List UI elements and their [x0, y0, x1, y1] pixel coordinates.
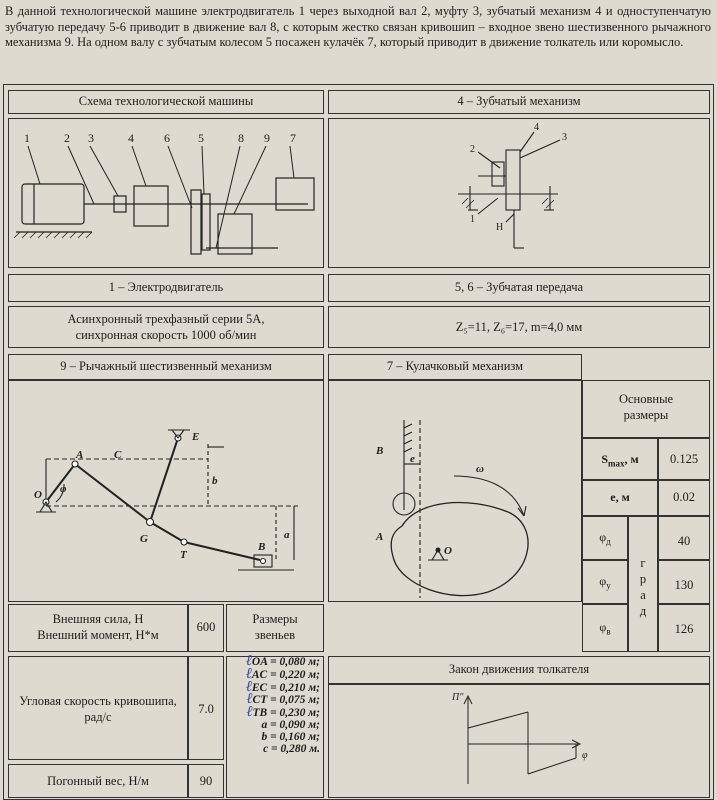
dims-label-phiu — [582, 574, 628, 593]
gearpair-desc: Z₅=11, Z₆=17, m=4,0 мм — [455, 320, 583, 334]
scheme-title: Схема технологической машины — [78, 94, 254, 108]
law-title: Закон движения толкателя — [448, 662, 590, 676]
weight-label: Погонный вес, Н/м — [47, 774, 149, 788]
dims-grad-letter-1: г — [640, 556, 646, 570]
omega-label-line2: рад/с — [84, 710, 112, 724]
lever-label-phi: φ — [60, 483, 67, 495]
cam-label-a: A — [376, 531, 384, 543]
dims-val-phiu: 130 — [674, 578, 694, 592]
lever-label-b: b — [212, 475, 218, 487]
law-of-motion-graph — [328, 684, 710, 798]
cam-label-b: B — [376, 445, 384, 457]
phiu-sub: у — [606, 580, 611, 591]
lever-label-t: T — [180, 549, 187, 561]
dims-val-phiv: 126 — [674, 622, 694, 636]
dims-val-smax: 0.125 — [669, 452, 699, 466]
machine-scheme-diagram — [8, 118, 324, 268]
gear-label-2: 2 — [470, 144, 475, 155]
link-oa-symbol: ℓ — [245, 653, 252, 669]
cam-title: 7 – Кулачковый механизм — [386, 359, 524, 373]
link-ct-text: CT = 0,075 м; — [252, 694, 320, 707]
cam-label-e: e — [410, 453, 415, 465]
lever-label-b-slider: B — [258, 541, 266, 553]
link-tb-text: TB = 0,230 м; — [252, 707, 320, 720]
link-tb-symbol: ℓ — [246, 704, 253, 721]
scheme-label-3: 3 — [88, 131, 94, 145]
gear-title: 4 – Зубчатый механизм — [457, 94, 581, 108]
phiv-symbol: φ — [599, 620, 607, 634]
lever-label-c: C — [114, 449, 122, 461]
dims-label-e: e, м — [610, 490, 630, 504]
link-oa — [228, 653, 320, 669]
phiu-symbol: φ — [599, 574, 607, 588]
lever-label-o: O — [34, 489, 42, 501]
sizes-header-line2: звеньев — [254, 628, 296, 642]
force-label-line1: Внешняя сила, Н — [52, 612, 144, 626]
scheme-label-8: 8 — [238, 131, 244, 145]
lever-mechanism-diagram — [8, 380, 324, 602]
link-c: c = 0,280 м. — [263, 742, 320, 755]
weight-value: 90 — [199, 774, 213, 788]
force-label-line2: Внешний момент, Н*м — [37, 628, 159, 642]
law-axis-y: П" — [452, 692, 464, 703]
dims-label-smax — [582, 452, 658, 471]
sizes-header-line1: Размеры — [252, 612, 298, 626]
motor-desc-line1: Асинхронный трехфазный серии 5А, — [67, 312, 265, 326]
phid-symbol: φ — [599, 530, 607, 544]
gear-label-4: 4 — [534, 122, 539, 133]
dims-grad-letter-4: д — [639, 604, 647, 618]
link-ac-text: AC = 0,220 м; — [251, 668, 320, 681]
smax-sub: max — [608, 458, 625, 469]
cam-mechanism-diagram — [328, 380, 582, 602]
gearpair-title: 5, 6 – Зубчатая передача — [454, 280, 584, 294]
dims-header-line2: размеры — [623, 408, 669, 422]
link-ec — [228, 678, 320, 695]
phiv-sub: в — [606, 626, 611, 637]
motor-title: 1 – Электродвигатель — [108, 280, 224, 294]
link-ec-text: EC = 0,210 м; — [251, 681, 320, 694]
link-ct — [228, 691, 320, 708]
link-a: a = 0,090 м; — [261, 718, 320, 731]
scheme-label-1: 1 — [24, 131, 30, 145]
gear-label-h: H — [496, 222, 504, 233]
dims-label-phiv — [582, 620, 628, 639]
omega-label-line1: Угловая скорость кривошипа, — [19, 694, 177, 708]
force-value: 600 — [196, 620, 216, 634]
scheme-label-2: 2 — [64, 131, 70, 145]
gear-label-1: 1 — [470, 214, 475, 225]
cam-label-omega: ω — [476, 463, 484, 475]
lever-label-a-dim: a — [284, 529, 290, 541]
intro-paragraph: В данной технологической машине электродвигатель 1 через выходной вал 2, муфту 3, зубчатый механизм 4 и одноступенчатую зубчатую передачу 5-6 приводит в движение вал 8, с которым жестко связан кривошип – входное звено шестизвенного рычажного механизма 9. На одном валу с зубчатым колесом 5 посажен кулачёк 7, который приводит в движение толкатель или коромысло. — [5, 4, 711, 49]
link-ct-symbol: ℓ — [246, 691, 253, 708]
scheme-label-7: 7 — [290, 131, 296, 145]
smax-unit: , м — [624, 452, 639, 466]
omega-value: 7.0 — [198, 702, 214, 716]
motor-desc-line2: синхронная скорость 1000 об/мин — [75, 328, 257, 342]
link-ec-symbol: ℓ — [245, 678, 252, 695]
scheme-label-9: 9 — [264, 131, 270, 145]
link-sizes-list — [228, 653, 320, 755]
link-oa-text: OA = 0,080 м; — [251, 656, 320, 668]
lever-label-e: E — [192, 431, 200, 443]
dims-grad-letter-3: а — [640, 588, 646, 602]
cam-label-o: O — [444, 545, 452, 557]
dims-grad-letter-2: р — [639, 572, 647, 586]
link-ac-symbol: ℓ — [245, 665, 252, 682]
lever-label-a: A — [76, 449, 84, 461]
dims-header-line1: Основные — [618, 392, 674, 406]
law-axis-x: φ — [582, 750, 588, 761]
scheme-label-4: 4 — [128, 131, 134, 145]
scheme-label-5: 5 — [198, 131, 204, 145]
link-ac — [228, 665, 320, 682]
dims-val-e: 0.02 — [673, 490, 695, 504]
phid-sub: д — [606, 536, 611, 547]
lever-label-g: G — [140, 533, 148, 545]
dims-label-phid — [582, 530, 628, 549]
lever-title: 9 – Рычажный шестизвенный механизм — [60, 359, 272, 373]
link-b: b = 0,160 м; — [261, 730, 320, 743]
smax-symbol: S — [601, 452, 608, 466]
scheme-label-6: 6 — [164, 131, 170, 145]
dims-val-phid: 40 — [677, 534, 691, 548]
gear-label-3: 3 — [562, 132, 567, 143]
gear-mechanism-diagram — [328, 118, 710, 268]
